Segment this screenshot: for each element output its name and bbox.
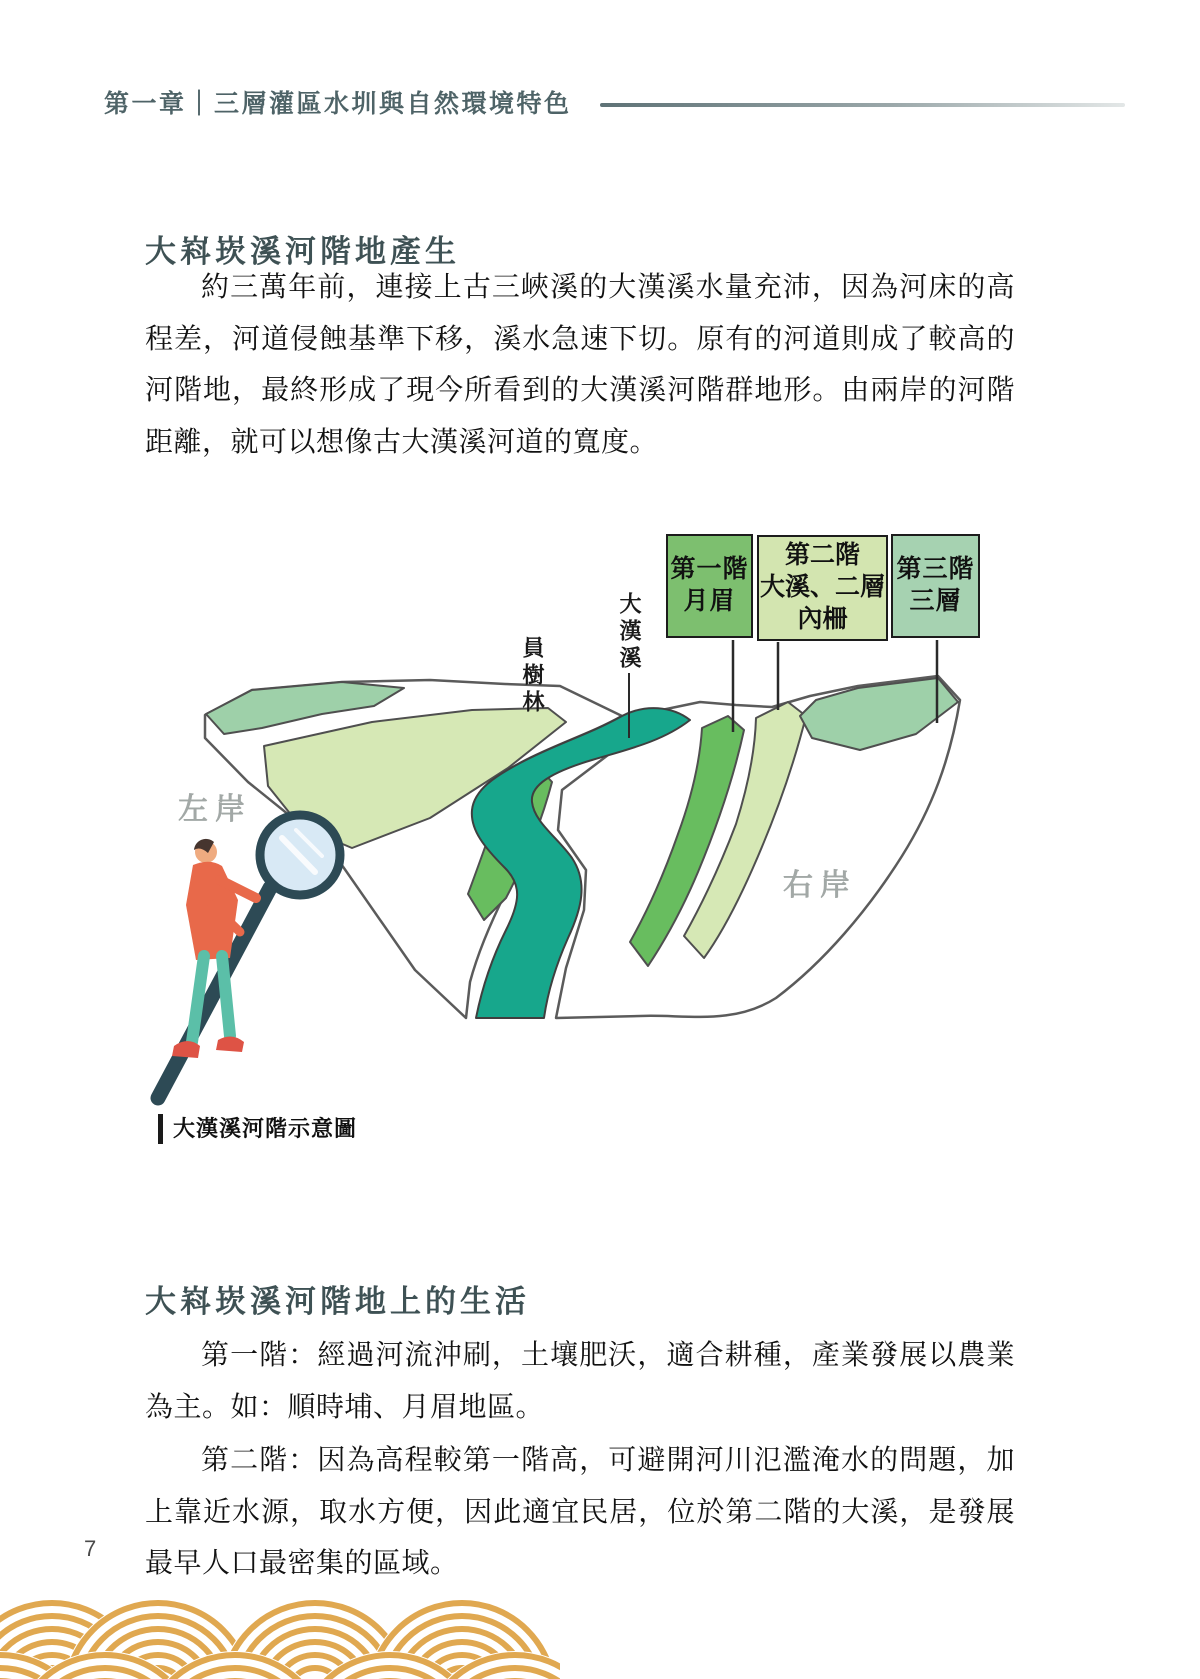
section-2-title: 大嵙崁溪河階地上的生活 xyxy=(145,1283,530,1319)
person-leg-right xyxy=(222,956,230,1036)
right-bank-label: 右岸 xyxy=(783,869,857,902)
diagram-caption: 大漢溪河階示意圖 xyxy=(158,1114,357,1144)
tier1-line1: 第一階 xyxy=(670,556,749,583)
tier2-line2: 大溪、二層 xyxy=(759,574,885,601)
magnifying-glass-icon xyxy=(260,815,340,895)
left-bank-label: 左岸 xyxy=(178,793,252,826)
label-box-tier1 xyxy=(666,534,753,638)
label-box-tier3 xyxy=(891,534,980,638)
river-name-label: 大漢溪 xyxy=(617,592,642,673)
wave-decoration xyxy=(0,1595,560,1679)
section-2-paragraph-1: 第一階：經過河流沖刷，土壤肥沃，適合耕種，產業發展以農業為主。如：順時埔、月眉地區。 xyxy=(145,1340,1015,1423)
header-rule xyxy=(600,103,1125,107)
page-number: 7 xyxy=(84,1536,97,1561)
tier2-line3: 內柵 xyxy=(797,606,848,633)
section-2-paragraph-2: 第二階：因為高程較第一階高，可避開河川氾濫淹水的問題，加上靠近水源，取水方便，因此適宜民居，位於第二階的大溪，是發展最早人口最密集的區域。 xyxy=(145,1445,1015,1579)
label-box-tier2 xyxy=(757,535,888,641)
tier3-line1: 第三階 xyxy=(896,556,975,583)
section-1-paragraph: 約三萬年前，連接上古三峽溪的大漢溪水量充沛，因為河床的高程差，河道侵蝕基準下移，溪水急速下切。原有的河道則成了較高的河階地，最終形成了現今所看到的大漢溪河階群地形。由兩岸的河階距離，就可以想像古大漢溪河道的寬度。 xyxy=(145,272,1015,458)
chapter-header: 第一章｜三層灌區水圳與自然環境特色 xyxy=(104,91,572,118)
tier3-line2: 三層 xyxy=(909,588,962,615)
person-shoe-left xyxy=(172,1041,200,1058)
person-illustration xyxy=(158,815,340,1098)
tier2-line1: 第二階 xyxy=(784,542,860,569)
section-1-title: 大嵙崁溪河階地產生 xyxy=(145,233,460,269)
area-name-label: 員樹林 xyxy=(520,636,545,717)
person-shoe-right xyxy=(216,1036,244,1052)
tier1-line2: 月眉 xyxy=(683,588,736,615)
